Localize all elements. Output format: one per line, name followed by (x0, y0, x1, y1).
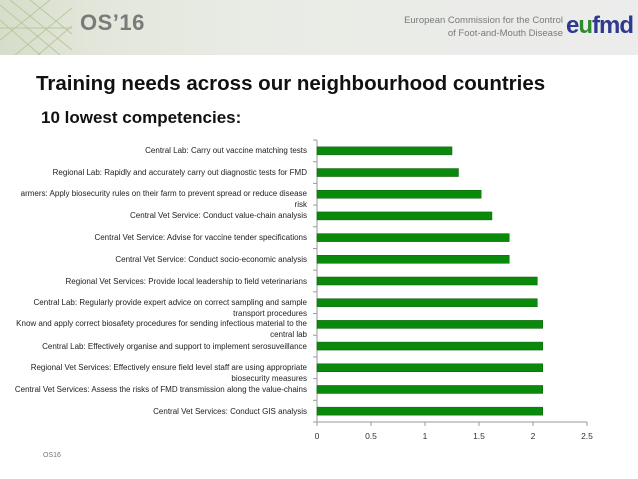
category-label: Central Lab: Regularly provide expert advice on correct sampling and sample transport procedures (33, 297, 307, 318)
category-label: Central Vet Services: Assess the risks of FMD transmission along the value-chains (14, 384, 307, 394)
x-tick-label: 2 (530, 431, 536, 441)
category-label: Central Vet Service: Conduct socio-economic analysis (115, 254, 307, 264)
bar (317, 169, 458, 177)
organization-line-2: of Foot-and-Mouth Disease (447, 28, 563, 39)
slide-subtitle: 10 lowest competencies: (41, 108, 242, 127)
slide-title: Training needs across our neighbourhood countries (36, 72, 546, 95)
brand-prefix: e (566, 12, 579, 39)
bar (317, 407, 543, 415)
bar (317, 190, 481, 198)
x-tick-label: 2.5 (581, 431, 593, 441)
category-label: Regional Vet Services: Effectively ensure field level staff are using appropriate biosecurity measures (30, 362, 307, 383)
category-label: Central Lab: Effectively organise and support to implement serosuveillance (42, 341, 307, 351)
brand-o: u (578, 12, 593, 39)
x-tick-label: 0.5 (365, 431, 377, 441)
x-tick-label: 1 (422, 431, 428, 441)
bar (317, 255, 509, 263)
bar (317, 342, 543, 350)
category-label: Central Lab: Carry out vaccine matching tests (145, 146, 307, 156)
bar (317, 147, 452, 155)
bar (317, 364, 543, 372)
bar (317, 234, 509, 242)
category-label: Central Vet Service: Conduct value-chain analysis (130, 211, 307, 221)
bar (317, 320, 543, 328)
bar (317, 299, 537, 307)
event-logo-text: OS’16 (80, 10, 145, 35)
category-label: armers: Apply biosecurity rules on their farm to prevent spread or reduce disease risk (20, 189, 307, 210)
category-label: Regional Vet Services: Provide local leadership to field veterinarians (65, 276, 307, 286)
category-label: Central Vet Services: Conduct GIS analysis (153, 406, 307, 416)
brand-suffix: fmd (592, 12, 634, 39)
bar (317, 277, 537, 285)
bar (317, 212, 492, 220)
footer-text: OS16 (43, 452, 61, 459)
x-tick-label: 1.5 (473, 431, 485, 441)
bar (317, 385, 543, 393)
category-label: Regional Lab: Rapidly and accurately carry out diagnostic tests for FMD (52, 168, 307, 178)
x-tick-label: 0 (314, 431, 320, 441)
category-label: Central Vet Service: Advise for vaccine tender specifications (94, 233, 307, 243)
organization-line-1: European Commission for the Control (404, 15, 563, 26)
category-label: Know and apply correct biosafety procedures for sending infectious material to the central lab (16, 319, 307, 340)
